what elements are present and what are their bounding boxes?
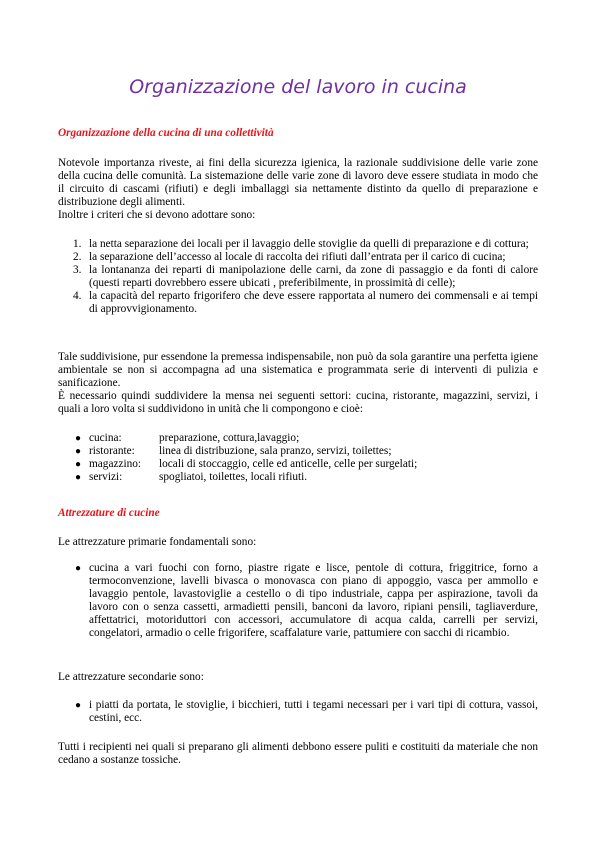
list-item-number: 3. (73, 264, 82, 276)
list-item-text: i piatti da portata, le stoviglie, i bicchieri, tutti i tegami necessari per i vari tipi di cottura, vassoi, cestini, ecc. (89, 699, 538, 724)
bullet-icon: ● (75, 472, 82, 483)
bullet-icon: ● (75, 446, 82, 457)
secondary-intro: Le attrezzature secondarie sono: (58, 671, 204, 683)
sector-name: cucina: (89, 432, 122, 444)
bullet-icon: ● (75, 700, 82, 711)
list-item-number: 1. (73, 238, 82, 250)
list-item-text: la separazione dell’accesso al locale di raccolta dei rifiuti dall’entrata per il carico di cucina; (89, 251, 506, 263)
sector-description: preparazione, cottura,lavaggio; (159, 432, 300, 444)
list-item (58, 264, 538, 290)
sector-description: locali di stoccaggio, celle ed anticelle, celle per surgelati; (159, 458, 418, 470)
sector-name: ristorante: (89, 445, 135, 457)
sector-description: spogliatoi, toilettes, locali rifiuti. (159, 471, 308, 483)
intro-text: Notevole importanza riveste, ai fini della sicurezza igienica, la razionale suddivisione delle varie zone della cucina delle comunità. La sistemazione delle varie zone di lavoro deve essere studiata in modo che il circuito di cascami (rifiuti) e degli imballaggi sia nettamente distinto da quello di preparazione e distribuzione degli alimenti. (58, 157, 538, 208)
list-item-text: la lontananza dei reparti di manipolazione delle carni, da zone di passaggio e da fonti di calore (questi reparti dovrebbero essere ubicati , preferibilmente, in prossimità di celle); (89, 264, 538, 289)
list-item-text: la netta separazione dei locali per il lavaggio delle stoviglie da quelli di preparazione e di cottura; (89, 238, 529, 250)
list-item-number: 4. (73, 290, 82, 302)
sectors-list (58, 432, 538, 484)
primary-intro: Le attrezzature primarie fondamentali sono: (58, 536, 257, 548)
list-item (58, 699, 538, 725)
closing-paragraph: Tutti i recipienti nei quali si preparano gli alimenti debbono essere puliti e costituiti da materiale che non cedano a sostanze tossiche. (58, 741, 538, 766)
criteria-intro-text: Inoltre i criteri che si devono adottare sono: (58, 209, 256, 221)
suddivisione-paragraph (58, 351, 538, 416)
section-heading-organizzazione: Organizzazione della cucina di una collettività (58, 127, 274, 139)
intro-paragraph (58, 157, 538, 222)
para2-text: Tale suddivisione, pur essendone la premessa indispensabile, non può da sola garantire una perfetta igiene ambientale se non si accompagna ad una sistematica e programmata serie di interventi di pulizia e sanificazione. (58, 351, 538, 389)
para3-text: È necessario quindi suddividere la mensa nei seguenti settori: cucina, ristorante, magazzini, servizi, i quali a loro volta si suddividono in unità che li compongono e cioè: (58, 390, 538, 415)
list-item-text: cucina a vari fuochi con forno, piastre rigate e lisce, pentole di cottura, friggitrice, forno a termoconvenzione, lavelli bivasca o monovasca con piano di appoggio, vasca per ammollo e lavaggio pentole, lavastoviglie a cestello o di tipo industriale, cappa per aspirazione, tavoli da lavoro con o senza cassetti, armadietti pensili, banconi da lavoro, ripiani pensili, tagliaverdure, affettatrici, motoriduttori con accessori, accumulatore di acqua calda, carrelli per servizi, congelatori, armadio o celle frigorifere, scaffalature varie, pattumiere con sacchi di ricambio. (89, 562, 538, 639)
list-item-text: la capacità del reparto frigorifero che deve essere rapportata al numero dei commensali e ai tempi di approvvigionamento. (89, 290, 538, 315)
bullet-icon: ● (75, 459, 82, 470)
secondary-equipment-list (58, 699, 538, 725)
list-item (58, 445, 538, 458)
sector-name: servizi: (89, 471, 123, 483)
sector-name: magazzino: (89, 458, 142, 470)
page-title: Organizzazione del lavoro in cucina (129, 76, 467, 98)
primary-equipment-list (58, 562, 538, 640)
list-item (58, 251, 538, 264)
sector-description: linea di distribuzione, sala pranzo, servizi, toilettes; (159, 445, 392, 457)
list-item (58, 290, 538, 316)
list-item (58, 238, 538, 251)
criteria-list (58, 238, 538, 316)
list-item (58, 458, 538, 471)
list-item (58, 471, 538, 484)
bullet-icon: ● (75, 563, 82, 574)
list-item (58, 562, 538, 640)
section-heading-attrezzature: Attrezzature di cucine (58, 507, 160, 519)
list-item-number: 2. (73, 251, 82, 263)
list-item (58, 432, 538, 445)
bullet-icon: ● (75, 433, 82, 444)
